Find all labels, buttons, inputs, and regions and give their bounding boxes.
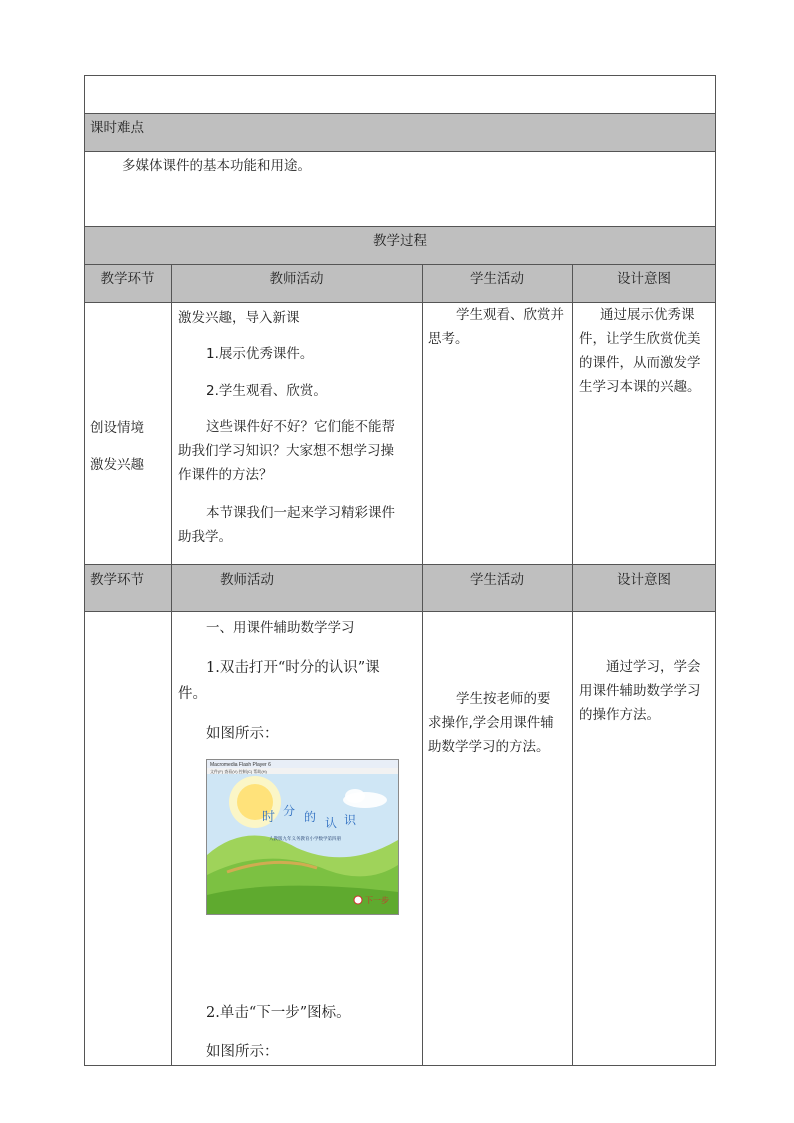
window-title: Macromedia Flash Player 6 [210, 762, 271, 768]
title-char-3: 的 [304, 810, 317, 824]
header-intent: 设计意图 [617, 271, 671, 287]
s2-student-l1: 学生按老师的要 [456, 691, 551, 707]
window-menu: 文件(F) 查看(V) 控制(C) 帮助(H) [210, 769, 267, 774]
courseware-screenshot [206, 759, 399, 915]
s2-intent-l1: 通过学习，学会 [606, 659, 701, 675]
lesson-plan-table [84, 75, 716, 1066]
title-char-1: 时 [262, 810, 276, 825]
s2-teacher-step1-l2: 件。 [178, 686, 207, 702]
header-student: 学生活动 [470, 271, 524, 287]
s1-teacher-step1: 1.展示优秀课件。 [206, 346, 314, 362]
s1-teacher-closing-l2: 助我学。 [178, 529, 232, 545]
s2-teacher-step2: 2.单击“下一步”图标。 [206, 1005, 351, 1021]
difficulty-title: 课时难点 [90, 120, 144, 136]
s2-figure-label-2: 如图所示： [206, 1044, 279, 1060]
header-intent-2: 设计意图 [617, 572, 671, 588]
header-student-2: 学生活动 [470, 572, 524, 588]
header-stage: 教学环节 [100, 271, 155, 287]
header-stage-2: 教学环节 [90, 572, 144, 588]
s2-intent-l3: 的操作方法。 [579, 707, 660, 723]
s1-intent-l4: 生学习本课的兴趣。 [579, 379, 701, 395]
s1-intent-l2: 件，让学生欣赏优美 [579, 331, 701, 347]
s1-teacher-step2: 2.学生观看、欣赏。 [206, 383, 327, 399]
title-char-2: 分 [283, 804, 296, 818]
stage-line-1: 创设情境 [90, 420, 144, 436]
s2-student-l3: 助数学学习的方法。 [428, 739, 550, 755]
s2-student-l2: 求操作,学会用课件辅 [428, 715, 554, 731]
next-figure-icon [354, 896, 362, 904]
s1-teacher-closing-l1: 本节课我们一起来学习精彩课件 [206, 505, 395, 521]
s1-teacher-question-l3: 作课件的方法？ [178, 467, 273, 483]
courseware-subtitle: 人教版九年义务教育小学数学第四册 [269, 837, 341, 842]
s1-intent-l1: 通过展示优秀课 [600, 307, 695, 323]
title-char-5: 识 [344, 813, 357, 827]
s2-teacher-heading: 一、用课件辅助数学学习 [206, 620, 355, 636]
next-button[interactable]: 下一步 [365, 896, 389, 905]
s1-intent-l3: 的课件，从而激发学 [579, 355, 701, 371]
s1-student-l1: 学生观看、欣赏并 [456, 307, 564, 323]
s1-teacher-heading: 激发兴趣，导入新课 [178, 310, 300, 326]
s1-teacher-question-l1: 这些课件好不好？它们能不能帮 [206, 419, 395, 435]
s1-teacher-question-l2: 助我们学习知识？大家想不想学习操 [178, 443, 394, 459]
title-char-4: 认 [325, 816, 338, 830]
process-title: 教学过程 [373, 233, 427, 249]
s1-student-l2: 思考。 [428, 331, 469, 347]
s2-figure-label: 如图所示： [206, 726, 279, 742]
difficulty-content: 多媒体课件的基本功能和用途。 [122, 158, 311, 174]
difficulty-header-band [84, 113, 716, 151]
s2-intent-l2: 用课件辅助数学学习 [579, 683, 701, 699]
stage-line-2: 激发兴趣 [90, 457, 144, 473]
s2-teacher-step1-l1: 1.双击打开“时分的认识”课 [206, 660, 380, 676]
header-teacher-2: 教师活动 [220, 572, 274, 588]
header-teacher: 教师活动 [269, 271, 324, 287]
